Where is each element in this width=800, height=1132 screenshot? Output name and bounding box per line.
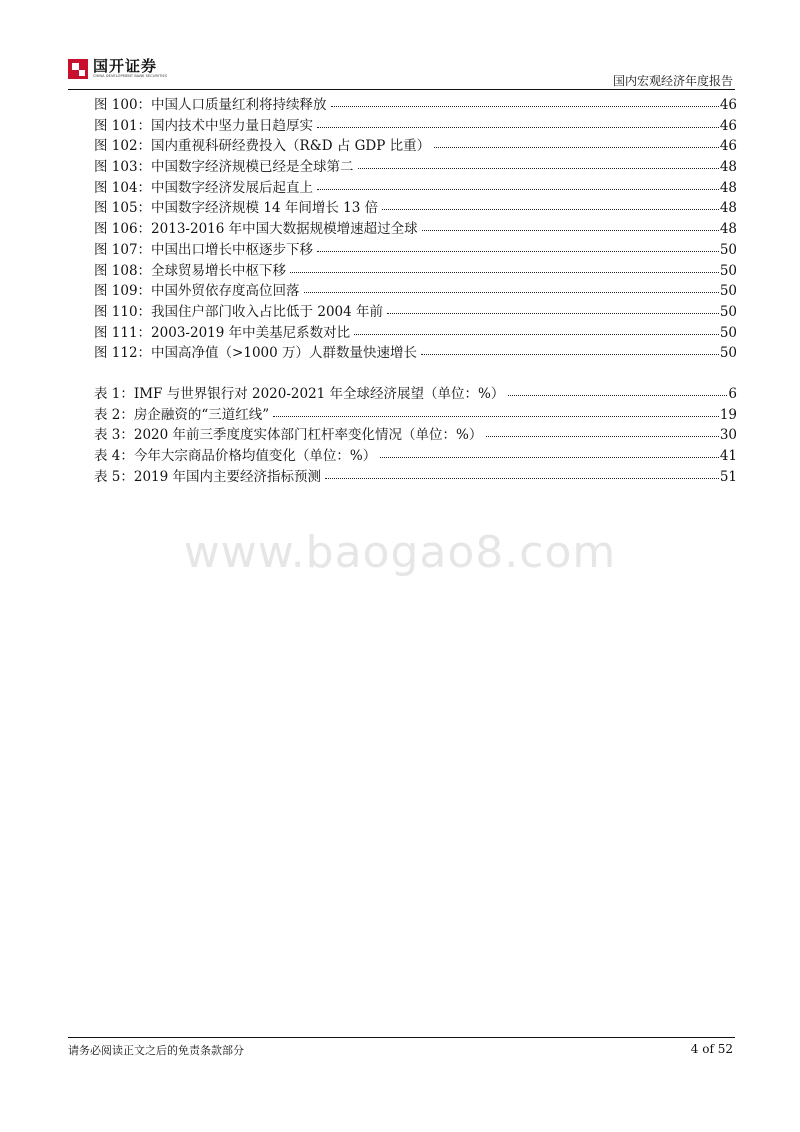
- toc-entry[interactable]: [94, 240, 737, 261]
- toc-entry-page: 48: [719, 221, 737, 238]
- toc-entry-label: 表 4：今年大宗商品价格均值变化（单位：%）: [94, 448, 377, 465]
- company-logo: [68, 58, 167, 79]
- toc-entry-page: 50: [719, 303, 737, 320]
- toc-entry[interactable]: [94, 467, 737, 488]
- toc-entry[interactable]: [94, 281, 737, 302]
- footer-divider: [68, 1037, 735, 1038]
- toc-leader-dots: [290, 261, 719, 275]
- toc-leader-dots: [421, 343, 719, 357]
- toc-entry[interactable]: [94, 446, 737, 467]
- toc-leader-dots: [317, 240, 719, 254]
- header-divider: [68, 89, 735, 90]
- toc-leader-dots: [380, 446, 719, 460]
- toc-entry[interactable]: [94, 157, 737, 178]
- toc-entry-label: 图 102：国内重视科研经费投入（R&D 占 GDP 比重）: [94, 138, 431, 155]
- toc-entry-page: 46: [719, 117, 737, 134]
- toc-leader-dots: [331, 95, 719, 109]
- toc-leader-dots: [434, 136, 719, 150]
- toc-entry[interactable]: [94, 116, 737, 137]
- toc-leader-dots: [304, 281, 719, 295]
- toc-entry-label: 图 104：中国数字经济发展后起直上: [94, 179, 314, 196]
- toc-entry[interactable]: [94, 261, 737, 282]
- toc-entry[interactable]: [94, 405, 737, 426]
- toc-entry[interactable]: [94, 198, 737, 219]
- page-number: 4 of 52: [690, 1042, 733, 1056]
- toc-leader-dots: [317, 178, 719, 192]
- toc-entry-label: 图 112：中国高净值（>1000 万）人群数量快速增长: [94, 345, 418, 362]
- toc-entry-label: 表 3：2020 年前三季度度实体部门杠杆率变化情况（单位：%）: [94, 427, 483, 444]
- toc-entry-label: 图 105：中国数字经济规模 14 年间增长 13 倍: [94, 200, 379, 217]
- toc-entry-label: 表 1：IMF 与世界银行对 2020-2021 年全球经济展望（单位：%）: [94, 386, 505, 402]
- toc-entry[interactable]: [94, 343, 737, 364]
- toc-entry-page: 41: [719, 448, 737, 465]
- disclaimer-note: 请务必阅读正文之后的免责条款部分: [68, 1044, 244, 1057]
- toc-entry[interactable]: [94, 95, 737, 116]
- toc-entry[interactable]: [94, 136, 737, 157]
- toc-entry-page: 46: [719, 138, 737, 155]
- toc-entry-page: 50: [719, 241, 737, 258]
- toc-entry-label: 图 100：中国人口质量红利将持续释放: [94, 97, 327, 113]
- toc-entry-label: 图 110：我国住户部门收入占比低于 2004 年前: [94, 303, 383, 320]
- toc-entry-label: 图 101：国内技术中坚力量日趋厚实: [94, 117, 314, 134]
- toc-entry-label: 图 103：中国数字经济规模已经是全球第二: [94, 159, 354, 176]
- toc-entry-page: 6: [728, 386, 737, 402]
- page-footer: [68, 1037, 735, 1057]
- toc-entry-page: 48: [719, 179, 737, 196]
- toc-entry-page: 19: [719, 406, 737, 423]
- toc-entry-page: 50: [719, 283, 737, 300]
- toc-entry-page: 50: [719, 324, 737, 341]
- toc-entry[interactable]: [94, 384, 737, 405]
- toc-entry-page: 30: [719, 427, 737, 444]
- toc-entry-label: 图 111：2003-2019 年中美基尼系数对比: [94, 324, 351, 341]
- toc-entry-label: 表 2：房企融资的“三道红线”: [94, 406, 270, 423]
- toc-entry-label: 图 109：中国外贸依存度高位回落: [94, 283, 300, 300]
- toc-leader-dots: [508, 384, 727, 398]
- report-title: 国内宏观经济年度报告: [612, 74, 733, 88]
- figure-list: [94, 95, 737, 364]
- page-header: [68, 52, 735, 92]
- toc-entry[interactable]: [94, 323, 737, 344]
- toc-entry[interactable]: [94, 219, 737, 240]
- toc-leader-dots: [325, 467, 719, 481]
- logo-subtext: CHINA DEVELOPMENT BANK SECURITIES: [93, 74, 168, 78]
- watermark: www.baogao8.com: [183, 527, 617, 578]
- toc-entry-page: 51: [719, 468, 737, 485]
- toc-leader-dots: [486, 425, 718, 439]
- toc-entry-page: 46: [719, 97, 737, 113]
- toc-leader-dots: [422, 219, 719, 233]
- toc-entry-label: 图 107：中国出口增长中枢逐步下移: [94, 241, 314, 258]
- toc-entry-label: 图 106：2013-2016 年中国大数据规模增速超过全球: [94, 221, 418, 238]
- toc-leader-dots: [317, 116, 719, 130]
- toc-entry-page: 48: [719, 159, 737, 176]
- toc-entry-label: 图 108：全球贸易增长中枢下移: [94, 262, 287, 279]
- toc-entry-page: 50: [719, 262, 737, 279]
- toc-entry[interactable]: [94, 302, 737, 323]
- toc-entry[interactable]: [94, 425, 737, 446]
- toc-leader-dots: [382, 198, 719, 212]
- toc-entry[interactable]: [94, 178, 737, 199]
- toc-entry-page: 50: [719, 345, 737, 362]
- toc-entry-page: 48: [719, 200, 737, 217]
- toc-leader-dots: [273, 405, 719, 419]
- toc-leader-dots: [358, 157, 719, 171]
- logo-mark-icon: [68, 59, 88, 79]
- toc-leader-dots: [387, 302, 719, 316]
- logo-text: 国开证券: [93, 57, 158, 75]
- toc-entry-label: 表 5：2019 年国内主要经济指标预测: [94, 468, 322, 485]
- table-list: [94, 384, 737, 487]
- toc-leader-dots: [354, 323, 719, 337]
